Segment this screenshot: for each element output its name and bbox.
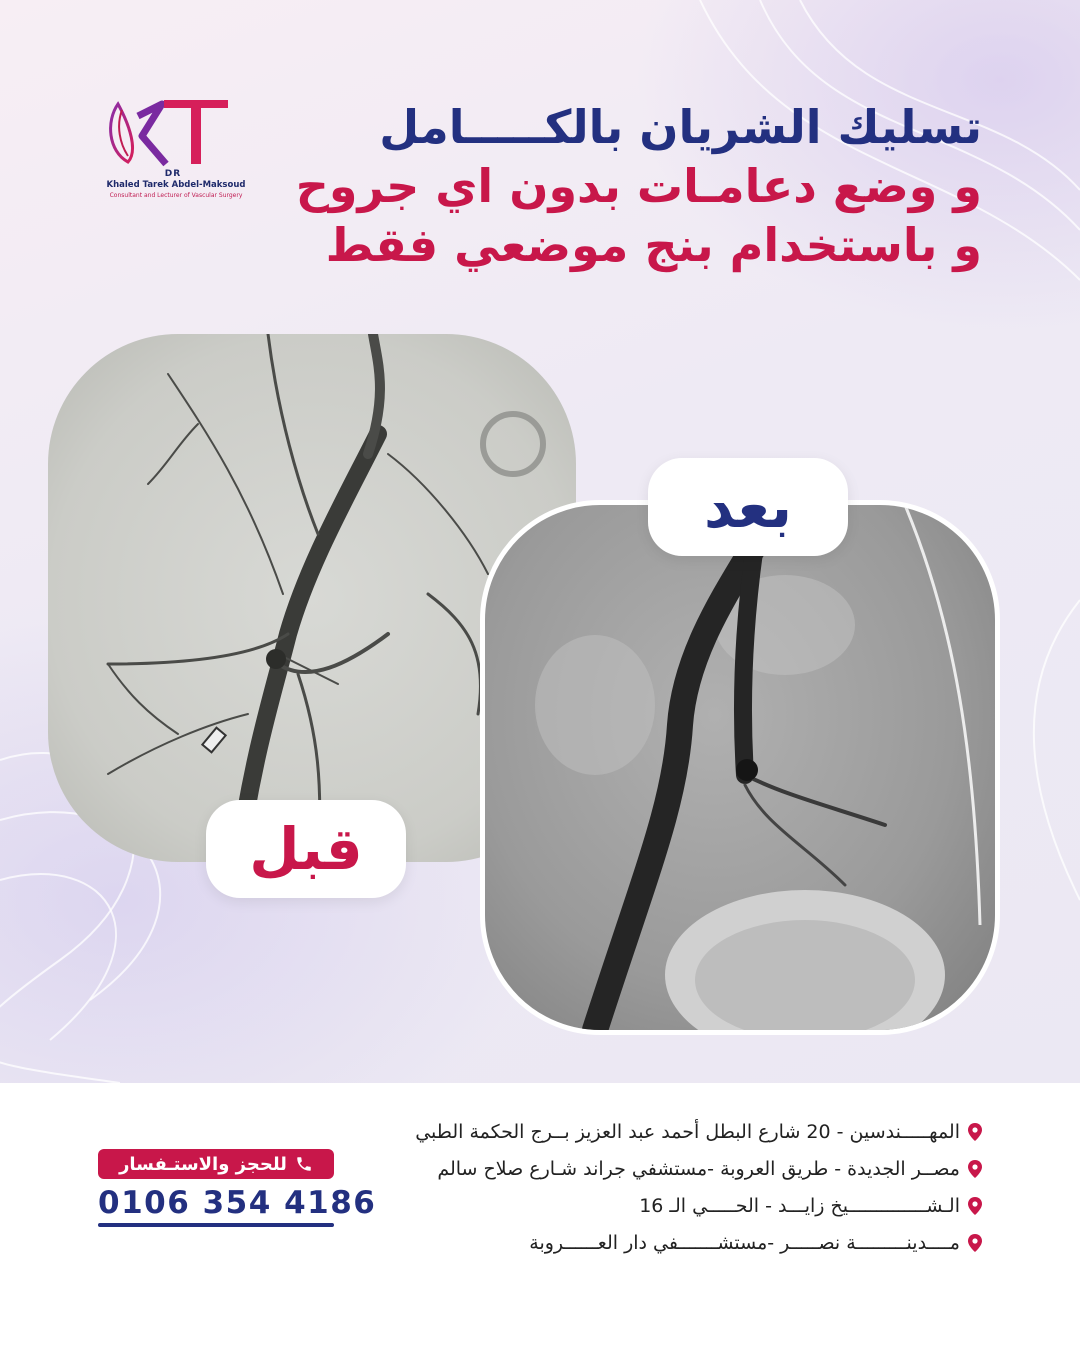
address-item xyxy=(382,1150,982,1187)
logo-dr-text: DR xyxy=(164,169,182,179)
logo-subtitle: Consultant and Lecturer of Vascular Surgery xyxy=(109,192,243,199)
location-pin-icon xyxy=(968,1123,982,1141)
after-angiogram-image xyxy=(480,500,1000,1035)
phone-number[interactable]: 0106 354 4186 xyxy=(98,1185,377,1221)
address-item xyxy=(382,1187,982,1224)
address-text: المهـــــندسين - 20 شارع البطل أحمد عبد العزيز بــرج الحكمة الطبي xyxy=(415,1120,960,1143)
headline xyxy=(282,98,982,275)
after-label: بعد xyxy=(648,458,848,556)
address-text: مــــدينـــــــــة نصـــــر -مستشـــــــفي دار العــــــروبة xyxy=(529,1231,960,1254)
location-pin-icon xyxy=(968,1160,982,1178)
headline-line-1: تسليك الشريان بالكـــــامل xyxy=(379,100,982,154)
headline-line-3: و باستخدام بنج موضعي فقط xyxy=(325,218,982,272)
address-text: مصــر الجديدة - طريق العروبة -مستشفي جراند شـارع صلاح سالم xyxy=(437,1157,960,1180)
phone-icon xyxy=(295,1155,313,1173)
phone-underline xyxy=(98,1223,334,1227)
kt-monogram-icon xyxy=(98,96,248,171)
address-item xyxy=(382,1113,982,1150)
brand-logo xyxy=(98,96,258,216)
location-pin-icon xyxy=(968,1197,982,1215)
headline-line-2: و وضع دعامـات بدون اي جروح xyxy=(295,159,982,213)
address-text: الـشــــــــــــــيخ زايـــد - الحـــــي الـ 16 xyxy=(639,1194,960,1217)
address-list xyxy=(382,1113,982,1261)
booking-contact xyxy=(98,1149,377,1227)
logo-doctor-name: Khaled Tarek Abdel-Maksoud xyxy=(106,180,246,190)
before-label: قبل xyxy=(206,800,406,898)
address-item xyxy=(382,1224,982,1261)
footer xyxy=(0,1083,1080,1350)
booking-label-pill xyxy=(98,1149,334,1179)
location-pin-icon xyxy=(968,1234,982,1252)
booking-label: للحجز والاستـفسار xyxy=(119,1153,287,1175)
